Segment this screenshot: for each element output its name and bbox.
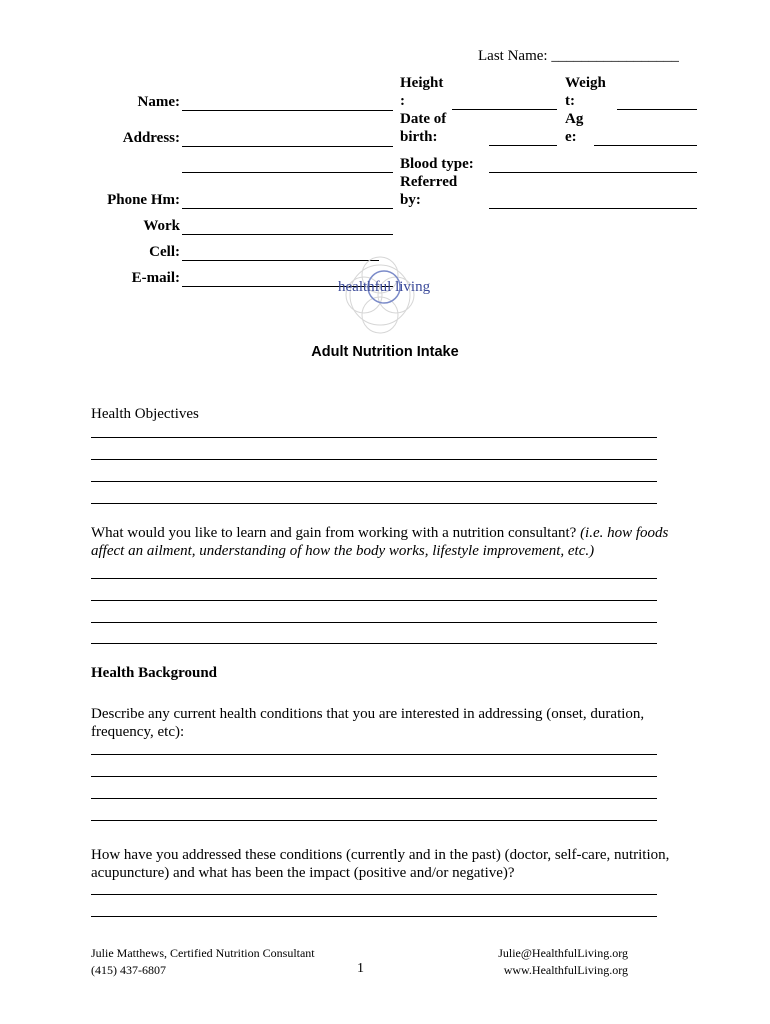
referred-label: Referred: [400, 174, 458, 190]
age-field[interactable]: [594, 145, 697, 146]
conditions-line-3[interactable]: [91, 798, 657, 799]
footer-website[interactable]: www.HealthfulLiving.org: [503, 963, 628, 977]
footer-phone: (415) 437-6807: [91, 963, 166, 977]
address-field-line-2[interactable]: [182, 172, 393, 173]
addressed-question: How have you addressed these conditions (currently and in the past) (doctor, self-care, nutrition, acupuncture) and what has been the impact (positive and/or negative)?: [91, 847, 670, 881]
footer-name: Julie Matthews, Certified Nutrition Consultant: [91, 946, 315, 960]
address-field[interactable]: [182, 146, 393, 147]
page-number: 1: [357, 961, 364, 976]
health-objectives-label: Health Objectives: [91, 406, 199, 422]
learn-line-2[interactable]: [91, 600, 657, 601]
objectives-line-2[interactable]: [91, 459, 657, 460]
email-label: E-mail:: [131, 270, 180, 286]
name-label: Name:: [137, 94, 180, 110]
blood-type-field[interactable]: [489, 172, 697, 173]
name-field[interactable]: [182, 110, 393, 111]
conditions-question: Describe any current health conditions that you are interested in addressing (onset, duration, frequency, etc):: [91, 706, 645, 740]
work-phone-field[interactable]: [182, 234, 393, 235]
blood-type-label: Blood type:: [400, 156, 474, 172]
learn-line-1[interactable]: [91, 578, 657, 579]
weight-label-2: t:: [565, 93, 575, 109]
logo-text: healthful living: [338, 279, 431, 295]
learn-line-4[interactable]: [91, 643, 657, 644]
height-label: Height: [400, 75, 444, 91]
last-name-label: Last Name: _________________: [478, 48, 679, 64]
health-background-heading: Health Background: [91, 665, 217, 681]
phone-home-field[interactable]: [182, 208, 393, 209]
age-label: Ag: [565, 111, 584, 127]
work-label: Work: [143, 218, 180, 234]
conditions-line-2[interactable]: [91, 776, 657, 777]
referred-by-field[interactable]: [489, 208, 697, 209]
objectives-line-1[interactable]: [91, 437, 657, 438]
learn-line-3[interactable]: [91, 622, 657, 623]
cell-label: Cell:: [149, 244, 180, 260]
form-title: Adult Nutrition Intake: [311, 344, 459, 360]
conditions-line-1[interactable]: [91, 754, 657, 755]
height-label-colon: :: [400, 93, 405, 109]
objectives-line-3[interactable]: [91, 481, 657, 482]
footer-email[interactable]: Julie@HealthfulLiving.org: [498, 946, 628, 960]
dob-field[interactable]: [489, 145, 557, 146]
addressed-line-2[interactable]: [91, 916, 657, 917]
dob-label: Date of: [400, 111, 447, 127]
phone-home-label: Phone Hm:: [107, 192, 180, 208]
addressed-line-1[interactable]: [91, 894, 657, 895]
referred-label-2: by:: [400, 192, 421, 208]
learn-question: What would you like to learn and gain from working with a nutrition consultant? (i.e. how foods affect an ailment, understanding of how the body works, lifestyle improvement, etc.): [91, 525, 669, 559]
last-name-field[interactable]: _________________: [551, 48, 679, 64]
address-label: Address:: [122, 130, 180, 146]
age-label-2: e:: [565, 129, 577, 145]
weight-label: Weigh: [565, 75, 606, 91]
height-field[interactable]: [452, 109, 557, 110]
conditions-line-4[interactable]: [91, 820, 657, 821]
weight-field[interactable]: [617, 109, 697, 110]
dob-label-2: birth:: [400, 129, 438, 145]
objectives-line-4[interactable]: [91, 503, 657, 504]
